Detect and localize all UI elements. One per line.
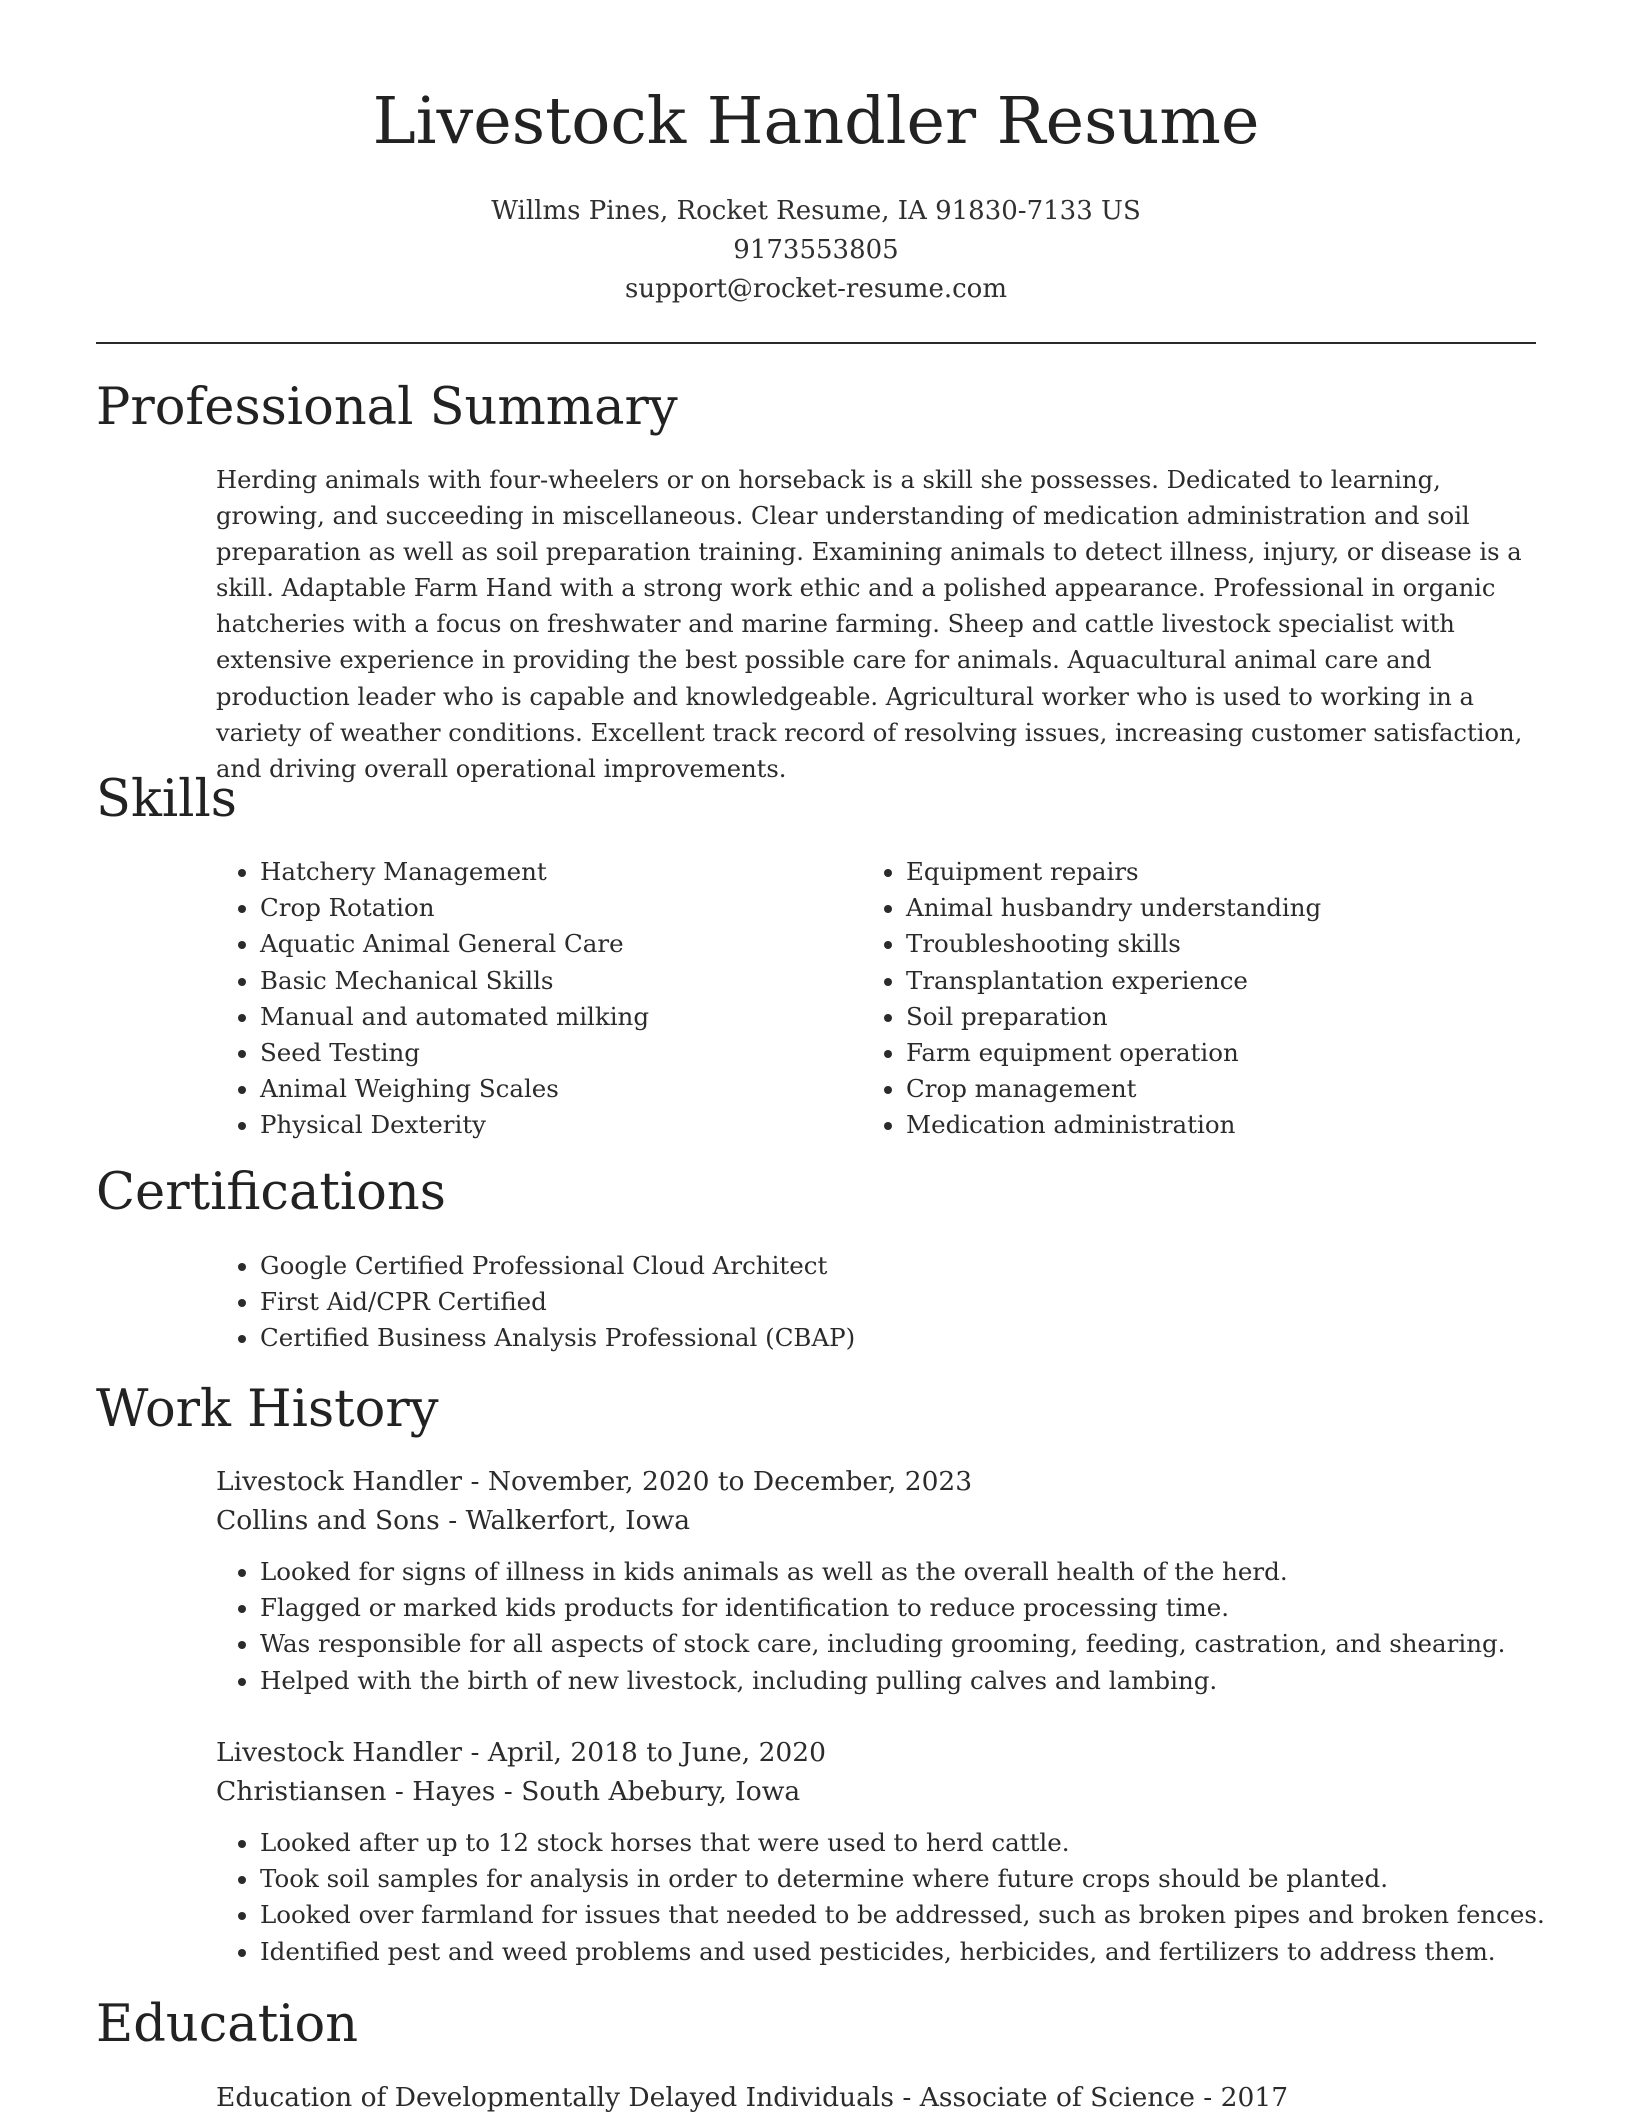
certifications-heading: Certifications (96, 1163, 446, 1222)
job-entry (216, 1733, 1545, 1970)
job-company-line: Collins and Sons - Walkerfort, Iowa (216, 1505, 691, 1536)
skill-item: • Hatchery Management (260, 854, 746, 890)
job-title-line: Livestock Handler - November, 2020 to December, 2023 (216, 1466, 973, 1497)
summary-heading: Professional Summary (96, 378, 678, 437)
skill-item: • Animal husbandry understanding (906, 890, 1536, 926)
job-bullets (216, 1554, 1536, 1699)
skill-item: • Aquatic Animal General Care (260, 926, 746, 962)
certifications-bullets (96, 1248, 1536, 1357)
skill-item: • Seed Testing (260, 1035, 746, 1071)
work-history-heading: Work History (96, 1380, 439, 1439)
skills-column-left (96, 854, 746, 1144)
skills-heading: Skills (96, 770, 237, 829)
skill-item: • Crop management (906, 1071, 1536, 1107)
certification-item: • Google Certified Professional Cloud Architect (260, 1248, 1536, 1284)
certification-item: • First Aid/CPR Certified (260, 1284, 1536, 1320)
contact-email: support@rocket-resume.com (624, 274, 1007, 304)
job-bullet: • Was responsible for all aspects of stock care, including grooming, feeding, castration, and shearing. (260, 1626, 1536, 1662)
education-entry: Education of Developmentally Delayed Individuals - Associate of Science - 2017 (216, 2082, 1289, 2113)
job-bullets (216, 1825, 1545, 1970)
summary-text: Herding animals with four-wheelers or on horseback is a skill she possesses. Dedicated to learning, growing, and succeeding in miscellaneous. Clear understanding of medication administration and soil preparation as well as soil preparation training. Examining animals to detect illness, injury, or disease is a skill. Adaptable Farm Hand with a strong work ethic and a polished appearance. Professional in organic hatcheries with a focus on freshwater and marine farming. Sheep and cattle livestock specialist with extensive experience in providing the best possible care for animals. Aquacultural animal care and production leader who is capable and knowledgeable. Agricultural worker who is used to working in a variety of weather conditions. Excellent track record of resolving issues, increasing customer satisfaction, and driving overall operational improvements. (216, 466, 1523, 783)
skill-item: • Transplantation experience (906, 963, 1536, 999)
contact-phone: 9173553805 (733, 235, 899, 265)
job-title-line: Livestock Handler - April, 2018 to June, 2020 (216, 1737, 827, 1768)
job-bullet: • Helped with the birth of new livestock, including pulling calves and lambing. (260, 1663, 1536, 1699)
certification-item: • Certified Business Analysis Professional (CBAP) (260, 1320, 1536, 1356)
skill-item: • Manual and automated milking (260, 999, 746, 1035)
skill-item: • Crop Rotation (260, 890, 746, 926)
skills-list-right (746, 854, 1536, 1144)
skill-item: • Animal Weighing Scales (260, 1071, 746, 1107)
skills-list-left (96, 854, 746, 1144)
contact-address: Willms Pines, Rocket Resume, IA 91830-7133 US (491, 196, 1141, 226)
header-divider (96, 342, 1536, 344)
job-entry (216, 1462, 1536, 1699)
skill-item: • Farm equipment operation (906, 1035, 1536, 1071)
certifications-list (96, 1248, 1536, 1357)
job-bullet: • Looked over farmland for issues that needed to be addressed, such as broken pipes and broken fences. (260, 1897, 1536, 1933)
skills-column-right (746, 854, 1536, 1144)
skill-item: • Medication administration (906, 1107, 1536, 1143)
job-bullet: • Flagged or marked kids products for identification to reduce processing time. (260, 1590, 1536, 1626)
skill-item: • Troubleshooting skills (906, 926, 1536, 962)
resume-title: Livestock Handler Resume (372, 84, 1260, 159)
job-company-line: Christiansen - Hayes - South Abebury, Iowa (216, 1776, 801, 1807)
job-bullet: • Took soil samples for analysis in order to determine where future crops should be planted. (260, 1861, 1536, 1897)
skill-item: • Equipment repairs (906, 854, 1536, 890)
skill-item: • Soil preparation (906, 999, 1536, 1035)
job-bullet: • Identified pest and weed problems and used pesticides, herbicides, and fertilizers to address them. (260, 1934, 1536, 1970)
job-bullet: • Looked for signs of illness in kids animals as well as the overall health of the herd. (260, 1554, 1536, 1590)
contact-block (96, 192, 1536, 309)
job-bullet: • Looked after up to 12 stock horses that were used to herd cattle. (260, 1825, 1536, 1861)
skill-item: • Physical Dexterity (260, 1107, 746, 1143)
education-heading: Education (96, 1995, 359, 2054)
skill-item: • Basic Mechanical Skills (260, 963, 746, 999)
